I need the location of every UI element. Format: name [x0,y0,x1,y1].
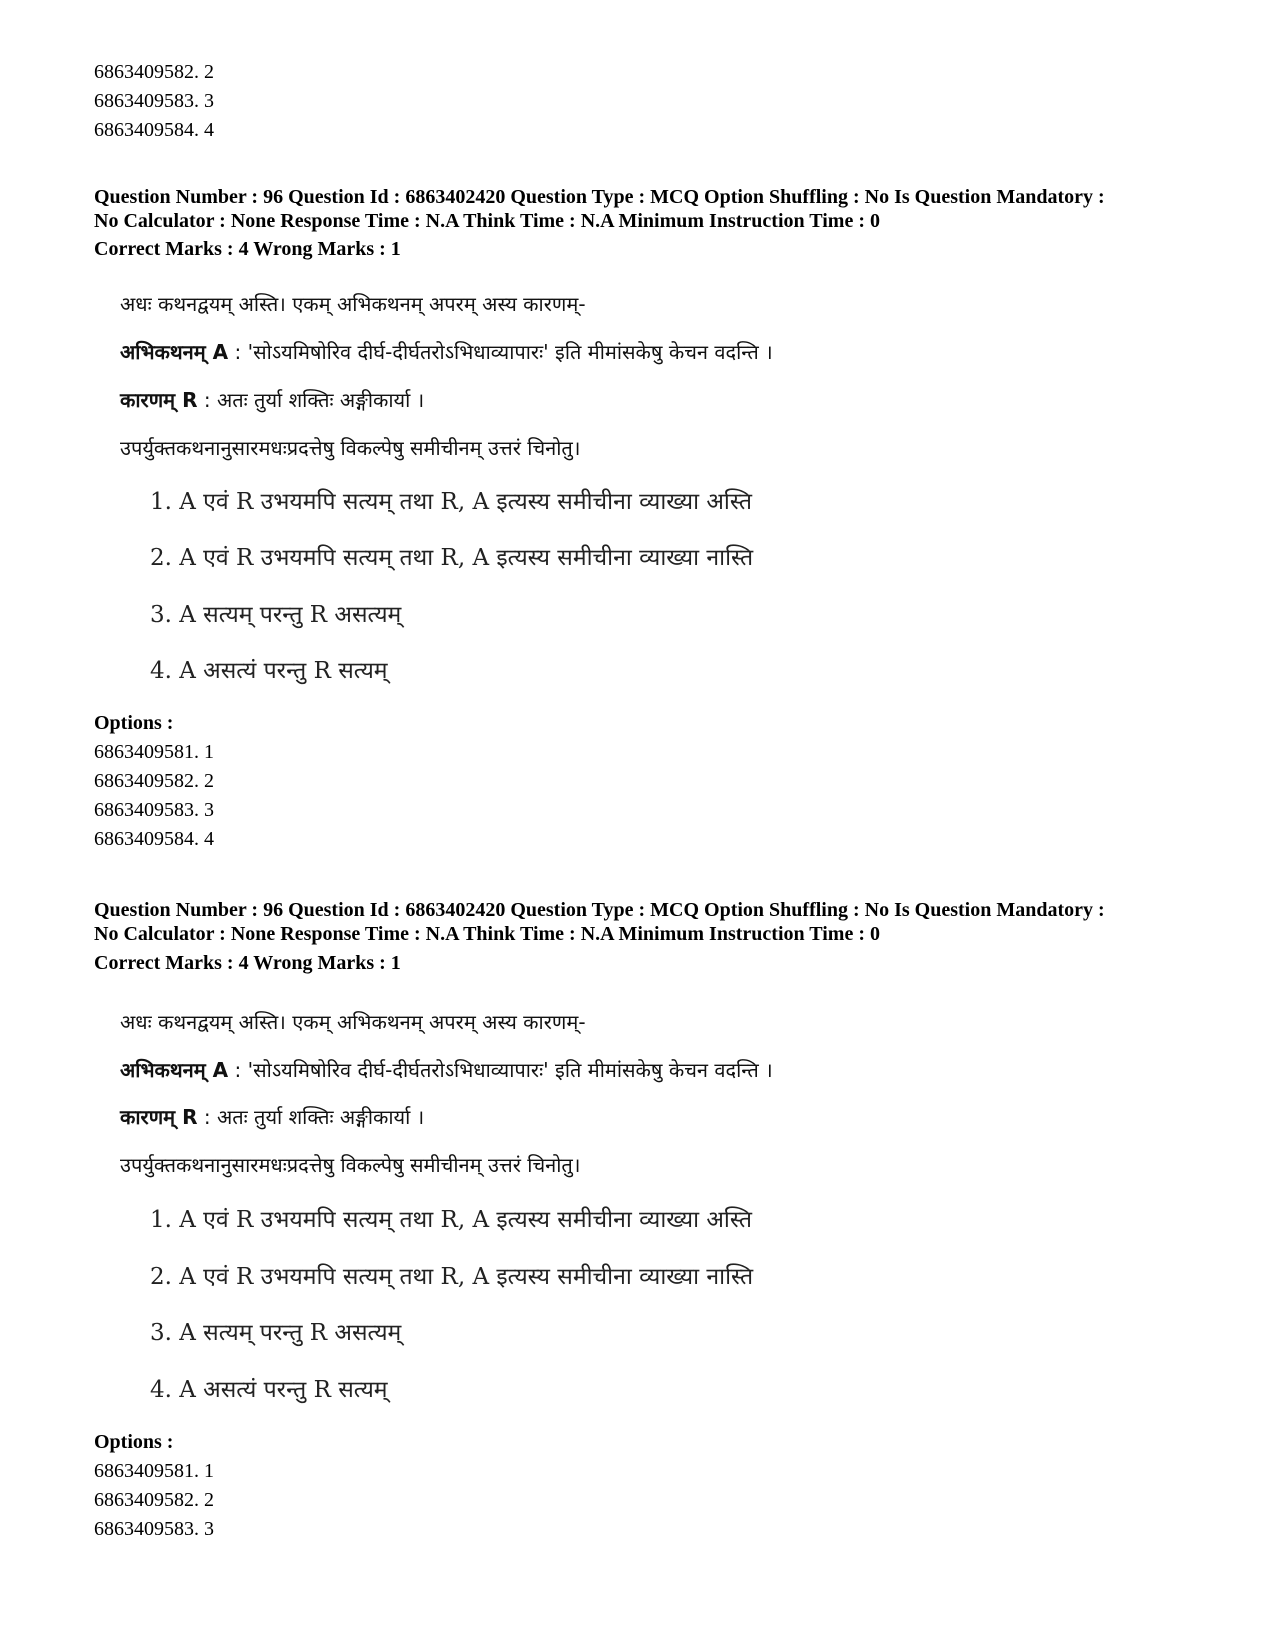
assertion-text: : 'सोऽयमिषोरिव दीर्घ-दीर्घतरोऽभिधाव्यापारः' इति मीमांसकेषु केचन वदन्ति । [234,340,773,364]
option-line: 6863409581. 1 [94,741,214,763]
answer-choice: 2. A एवं R उभयमपि सत्यम् तथा R, A इत्यस्य समीचीना व्याख्या नास्ति [150,545,754,571]
question-header-line: Question Number : 96 Question Id : 6863402420 Question Type : MCQ Option Shuffling : No Is Question Mandatory : [94,186,1105,208]
question-intro: अधः कथनद्वयम् अस्ति। एकम् अभिकथनम् अपरम् अस्य कारणम्- [120,292,586,316]
answer-choice: 3. A सत्यम् परन्तु R असत्यम् [150,1320,402,1346]
option-line: 6863409582. 2 [94,1489,214,1511]
question-instruction: उपर्युक्तकथनानुसारमधःप्रदत्तेषु विकल्पेषु समीचीनम् उत्तरं चिनोतु। [120,1153,581,1177]
reason-label: कारणम् R [120,1105,198,1129]
option-line: 6863409583. 3 [94,799,214,821]
option-line: 6863409583. 3 [94,1518,214,1540]
assertion-text: : 'सोऽयमिषोरिव दीर्घ-दीर्घतरोऽभिधाव्यापारः' इति मीमांसकेषु केचन वदन्ति । [234,1058,773,1082]
reason-text: : अतः तुर्या शक्तिः अङ्गीकार्या । [203,1105,425,1129]
question-header [94,185,1244,233]
answer-choice: 2. A एवं R उभयमपि सत्यम् तथा R, A इत्यस्य समीचीना व्याख्या नास्ति [150,1264,754,1290]
question-header [94,898,1244,946]
assertion-label: अभिकथनम् A [120,1058,229,1082]
option-line: 6863409583. 3 [94,90,214,112]
question-marks: Correct Marks : 4 Wrong Marks : 1 [94,238,401,260]
reason-text: : अतः तुर्या शक्तिः अङ्गीकार्या । [203,388,425,412]
answer-choice: 1. A एवं R उभयमपि सत्यम् तथा R, A इत्यस्य समीचीना व्याख्या अस्ति [150,489,752,515]
option-line: 6863409584. 4 [94,828,214,850]
question-header-line: Question Number : 96 Question Id : 6863402420 Question Type : MCQ Option Shuffling : No Is Question Mandatory : [94,899,1105,921]
assertion-line [120,1056,773,1084]
reason-label: कारणम् R [120,388,198,412]
question-marks: Correct Marks : 4 Wrong Marks : 1 [94,952,401,974]
question-header-line: No Calculator : None Response Time : N.A Think Time : N.A Minimum Instruction Time : 0 [94,210,880,232]
option-line: 6863409584. 4 [94,119,214,141]
assertion-line [120,338,773,366]
option-line: 6863409581. 1 [94,1460,214,1482]
reason-line [120,386,424,414]
option-line: 6863409582. 2 [94,770,214,792]
question-intro: अधः कथनद्वयम् अस्ति। एकम् अभिकथनम् अपरम् अस्य कारणम्- [120,1010,586,1034]
answer-choice: 4. A असत्यं परन्तु R सत्यम् [150,658,388,684]
options-label: Options : [94,712,174,734]
question-instruction: उपर्युक्तकथनानुसारमधःप्रदत्तेषु विकल्पेषु समीचीनम् उत्तरं चिनोतु। [120,436,581,460]
options-label: Options : [94,1431,174,1453]
reason-line [120,1103,424,1131]
answer-choice: 4. A असत्यं परन्तु R सत्यम् [150,1377,388,1403]
answer-choice: 1. A एवं R उभयमपि सत्यम् तथा R, A इत्यस्य समीचीना व्याख्या अस्ति [150,1207,752,1233]
answer-choice: 3. A सत्यम् परन्तु R असत्यम् [150,602,402,628]
option-line: 6863409582. 2 [94,61,214,83]
question-header-line: No Calculator : None Response Time : N.A Think Time : N.A Minimum Instruction Time : 0 [94,923,880,945]
assertion-label: अभिकथनम् A [120,340,229,364]
